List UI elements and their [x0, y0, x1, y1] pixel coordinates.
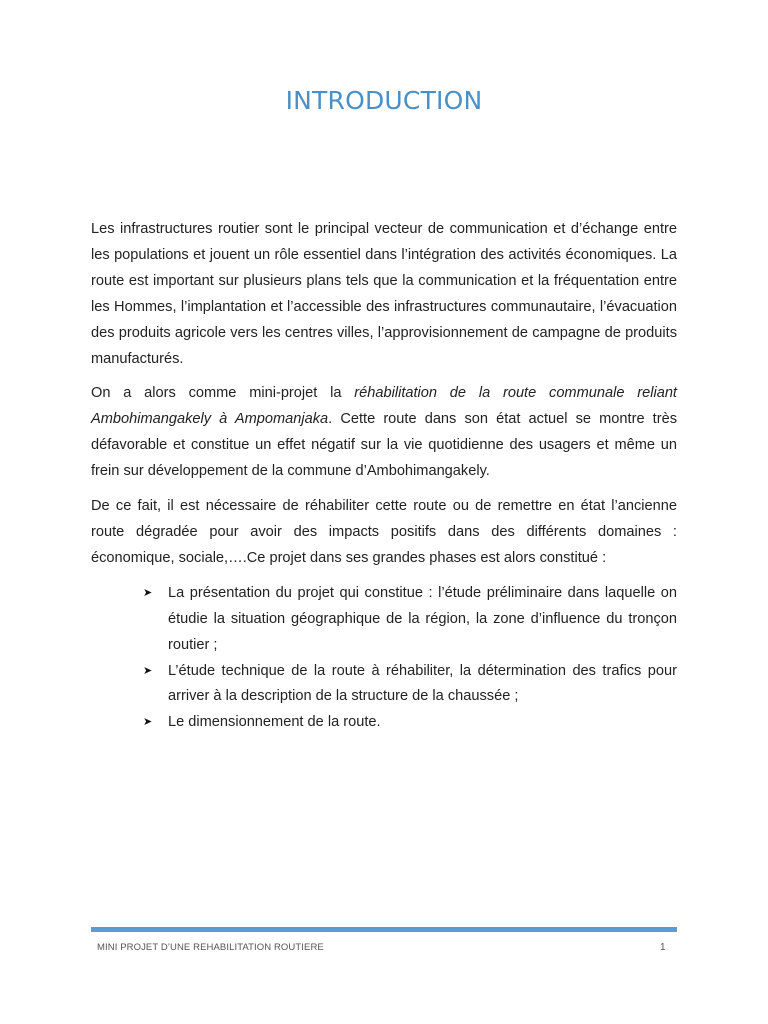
list-item: [91, 581, 677, 659]
footer-title: MINI PROJET D’UNE REHABILITATION ROUTIERE: [97, 942, 324, 953]
arrow-bullet-icon: ➤: [143, 664, 153, 677]
arrow-bullet-icon: ➤: [143, 716, 153, 729]
list-item: [91, 659, 677, 711]
arrow-bullet-icon: ➤: [143, 586, 153, 599]
page-title: INTRODUCTION: [285, 86, 483, 115]
page-number: 1: [660, 942, 666, 953]
paragraph-2-text-start: On a alors comme mini-projet la: [91, 385, 355, 402]
paragraph-2-project-name: réhabilitation de la route communale reliant Ambohimangakely à Ampomanjaka: [91, 385, 677, 428]
paragraph-2: [91, 381, 677, 485]
list-item-text: Le dimensionnement de la route.: [168, 714, 381, 731]
list-item: [91, 710, 677, 736]
paragraph-1: [91, 217, 677, 372]
paragraph-2-text-end: . Cette route dans son état actuel se montre très défavorable et constitue un effet négatif sur la vie quotidienne des usagers et même un frein sur développement de la commune d’Ambohimangakely.: [91, 411, 678, 480]
footer-divider: [91, 927, 677, 932]
list-item-text: L’étude technique de la route à réhabiliter, la détermination des trafics pour arriver à la description de la structure de la chaussée ;: [168, 662, 677, 705]
paragraph-3: [91, 494, 677, 572]
phase-list: [91, 581, 677, 736]
paragraph-1-text: Les infrastructures routier sont le principal vecteur de communication et d’échange entre les populations et jouent un rôle essentiel dans l’intégration des activités économiques. La route est important sur plusieurs plans tels que la communication et la fréquentation entre les Hommes, l’implantation et l’accessible des infrastructures communautaire, l’évacuation des produits agricole vers les centres villes, l’approvisionnement de campagne de produits manufacturés.: [91, 221, 677, 367]
paragraph-3-text: De ce fait, il est nécessaire de réhabiliter cette route ou de remettre en état l’ancienne route dégradée pour avoir des impacts positifs dans des différents domaines : économique, sociale,….Ce projet dans ses grandes phases est alors constitué :: [91, 498, 677, 566]
list-item-text: La présentation du projet qui constitue : l’étude préliminaire dans laquelle on étudie la situation géographique de la région, la zone d’influence du tronçon routier ;: [168, 584, 677, 653]
document-body: [91, 217, 677, 736]
